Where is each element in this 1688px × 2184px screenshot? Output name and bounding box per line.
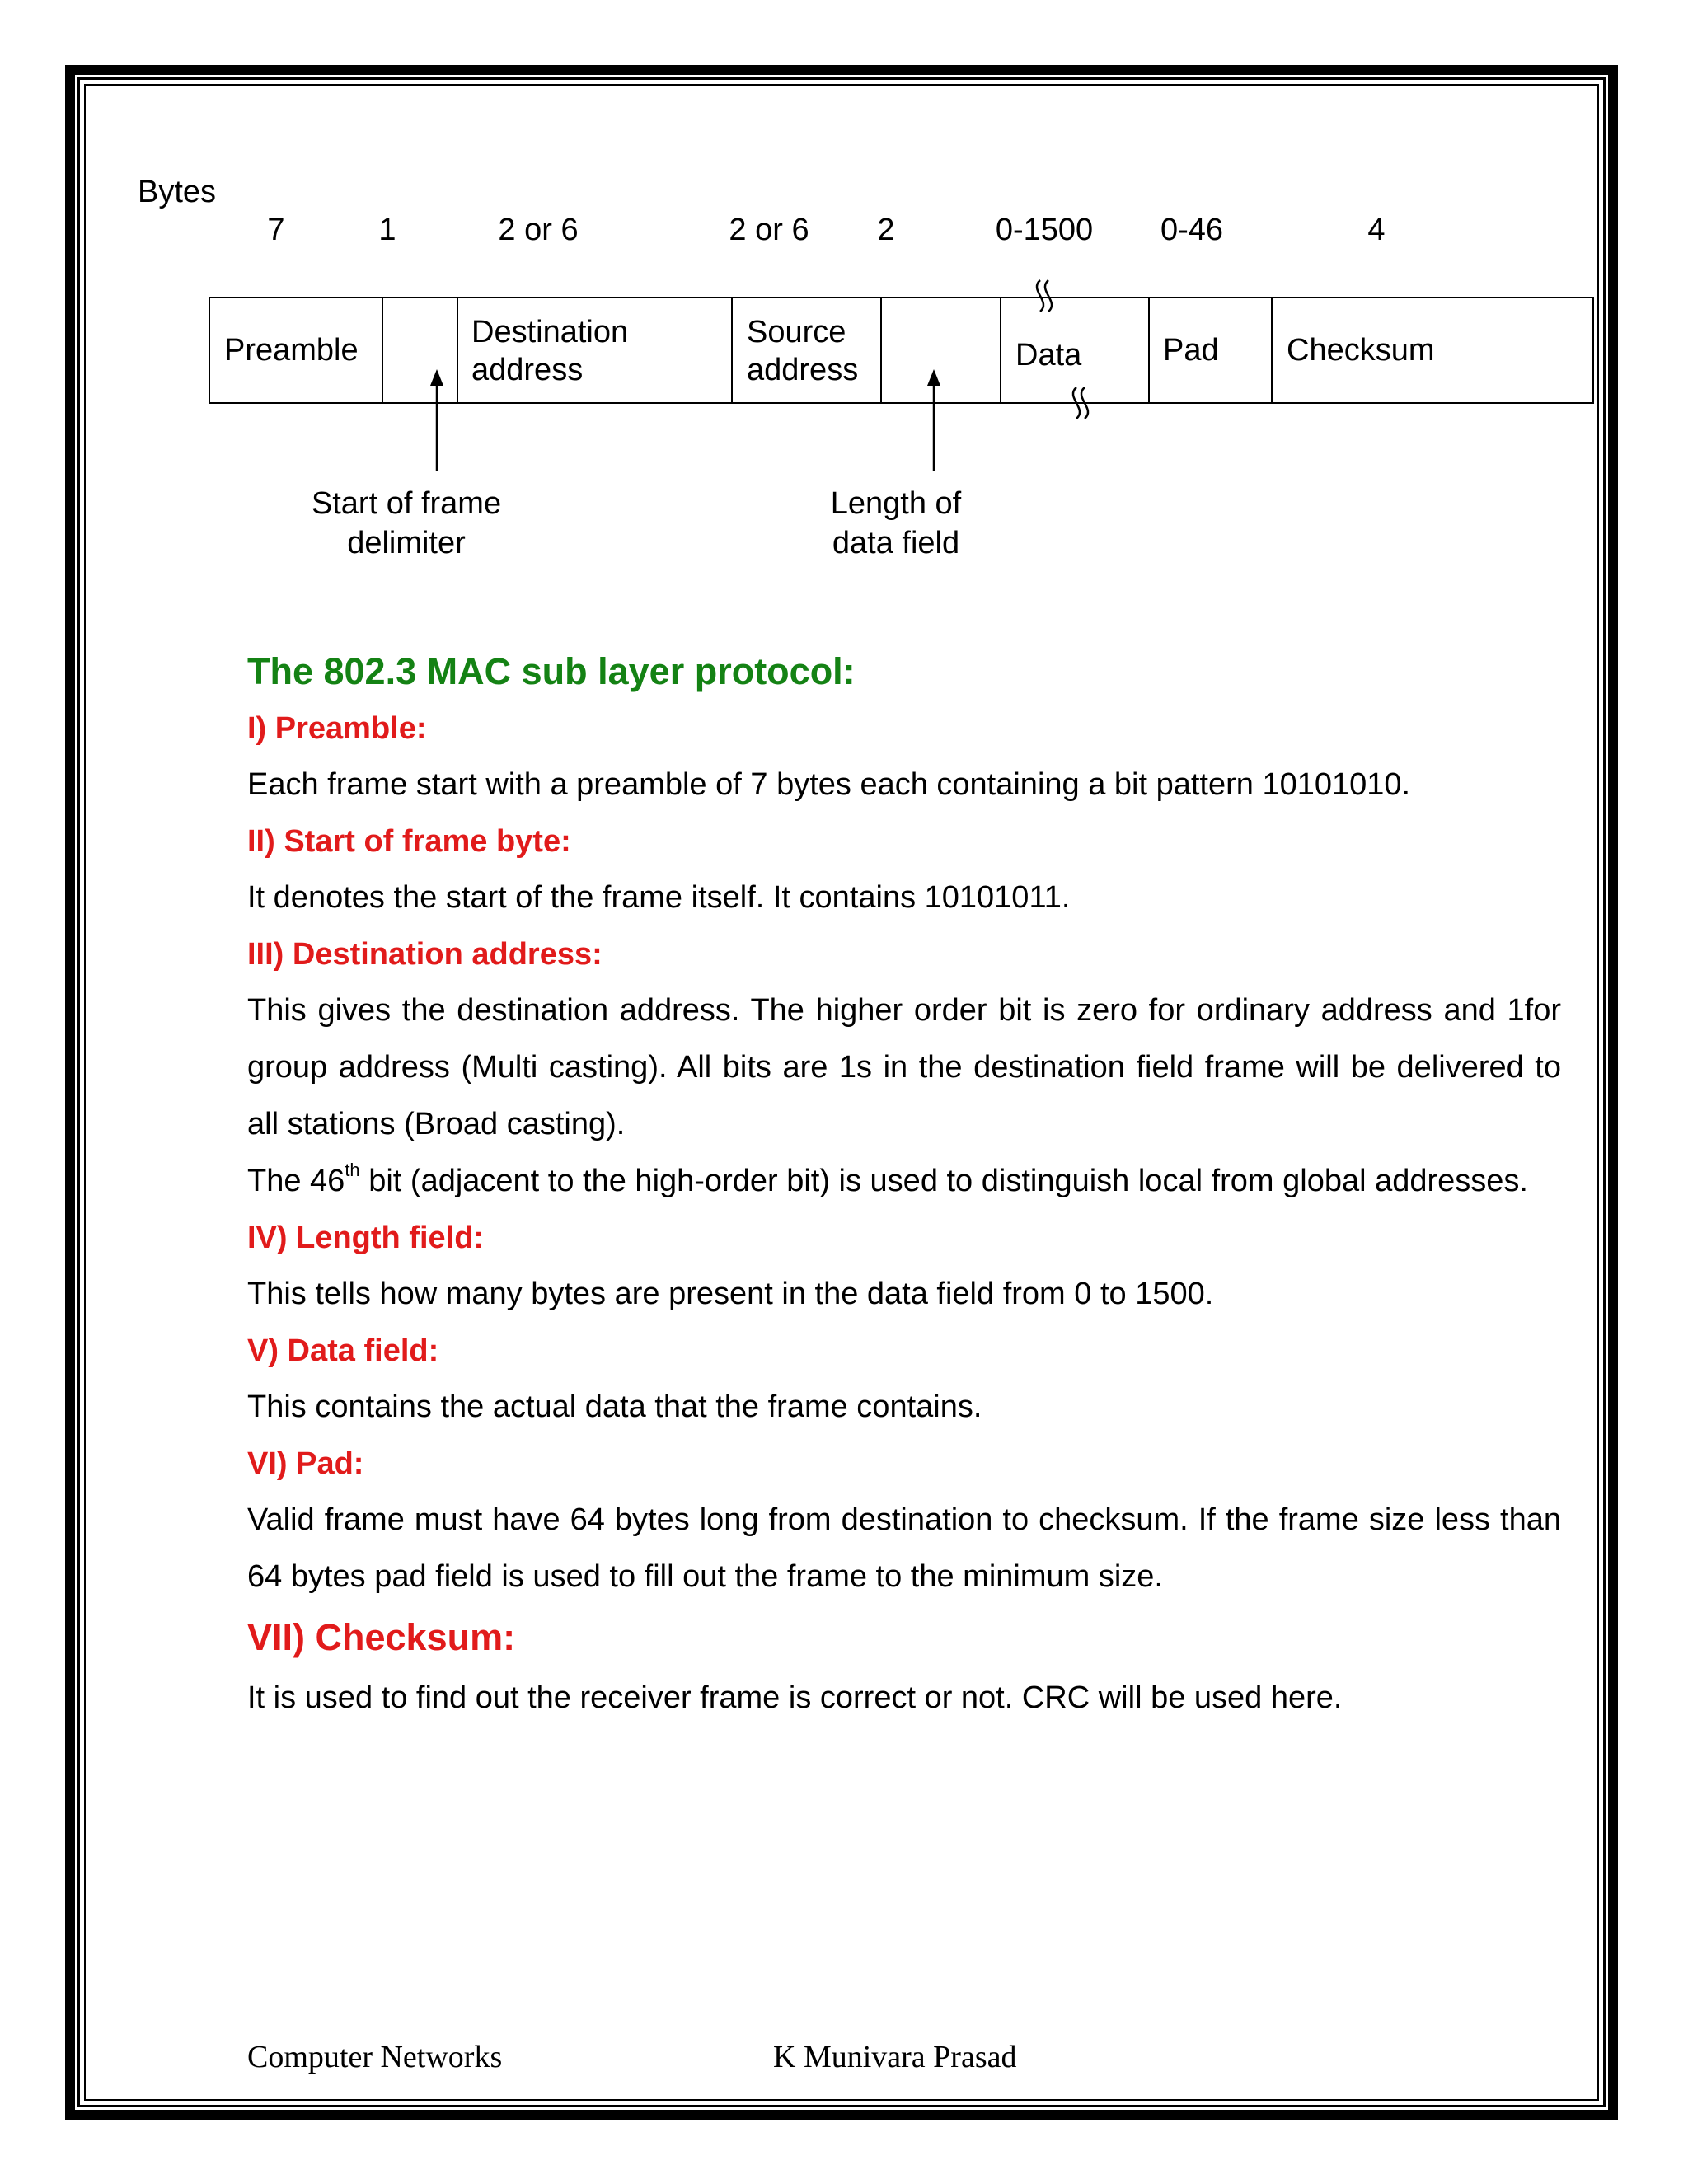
byte-count-checksum: 4 xyxy=(1367,213,1386,247)
subheading-destination-address: III) Destination address: xyxy=(247,937,603,972)
callout-start-of-frame-line2: delimiter xyxy=(347,526,466,560)
paragraph-length-field: This tells how many bytes are present in the data field from 0 to 1500. xyxy=(247,1277,1214,1311)
label-data: Data xyxy=(1015,338,1082,373)
46th-bit-text-end: bit (adjacent to the high-order bit) is used to distinguish local from global addresses. xyxy=(359,1164,1528,1198)
byte-count-data: 0-1500 xyxy=(995,213,1094,247)
break-mark-top xyxy=(1037,280,1052,312)
ordinal-suffix: th xyxy=(345,1160,360,1180)
callout-length-line1: Length of xyxy=(830,486,962,521)
break-mark-bottom xyxy=(1073,387,1088,419)
bytes-label: Bytes xyxy=(138,175,217,209)
paragraph-pad: Valid frame must have 64 bytes long from destination to checksum. If the frame size less than 64 bytes pad field is used to fill out the frame to the minimum size. xyxy=(247,1502,1561,1594)
frame-format-diagram xyxy=(0,0,1688,593)
callout-start-of-frame-line1: Start of frame xyxy=(311,486,502,521)
label-checksum: Checksum xyxy=(1287,333,1435,368)
byte-count-pad: 0-46 xyxy=(1160,213,1224,247)
label-destination-line2: address xyxy=(471,353,584,387)
byte-count-length: 2 xyxy=(877,213,895,247)
subheading-checksum: VII) Checksum: xyxy=(247,1616,516,1658)
footer-author: K Munivara Prasad xyxy=(773,2040,1017,2074)
label-source-line1: Source xyxy=(747,315,846,349)
byte-count-source: 2 or 6 xyxy=(729,213,809,247)
paragraph-data-field: This contains the actual data that the frame contains. xyxy=(247,1390,982,1424)
subheading-data-field: V) Data field: xyxy=(247,1333,439,1368)
label-source-line2: address xyxy=(747,353,859,387)
label-pad: Pad xyxy=(1163,333,1219,368)
subheading-start-of-frame: II) Start of frame byte: xyxy=(247,824,571,859)
callout-length-line2: data field xyxy=(832,526,960,560)
byte-count-destination: 2 or 6 xyxy=(498,213,579,247)
byte-count-sof: 1 xyxy=(378,213,396,247)
46th-bit-text-start: The 46 xyxy=(247,1164,345,1198)
paragraph-checksum: It is used to find out the receiver frame is correct or not. CRC will be used here. xyxy=(247,1680,1343,1715)
section-heading: The 802.3 MAC sub layer protocol: xyxy=(247,650,856,692)
label-destination-line1: Destination xyxy=(471,315,629,349)
document-body xyxy=(247,643,1561,1727)
arrow-start-of-frame xyxy=(430,369,443,471)
subheading-length-field: IV) Length field: xyxy=(247,1221,485,1255)
paragraph-start-of-frame: It denotes the start of the frame itself. It contains 10101011. xyxy=(247,880,1071,915)
arrow-length-field xyxy=(927,369,940,471)
footer-course-title: Computer Networks xyxy=(247,2040,503,2074)
subheading-pad: VI) Pad: xyxy=(247,1446,364,1481)
byte-count-preamble: 7 xyxy=(267,213,285,247)
paragraph-46th-bit xyxy=(247,1153,1561,1210)
paragraph-preamble: Each frame start with a preamble of 7 bytes each containing a bit pattern 10101010. xyxy=(247,767,1411,802)
subheading-preamble: I) Preamble: xyxy=(247,711,427,746)
label-preamble: Preamble xyxy=(224,333,359,368)
paragraph-destination-address: This gives the destination address. The higher order bit is zero for ordinary address and 1for group address (Multi casting). All bits are 1s in the destination field frame will be delivered to all stations (Broad casting). xyxy=(247,993,1561,1141)
